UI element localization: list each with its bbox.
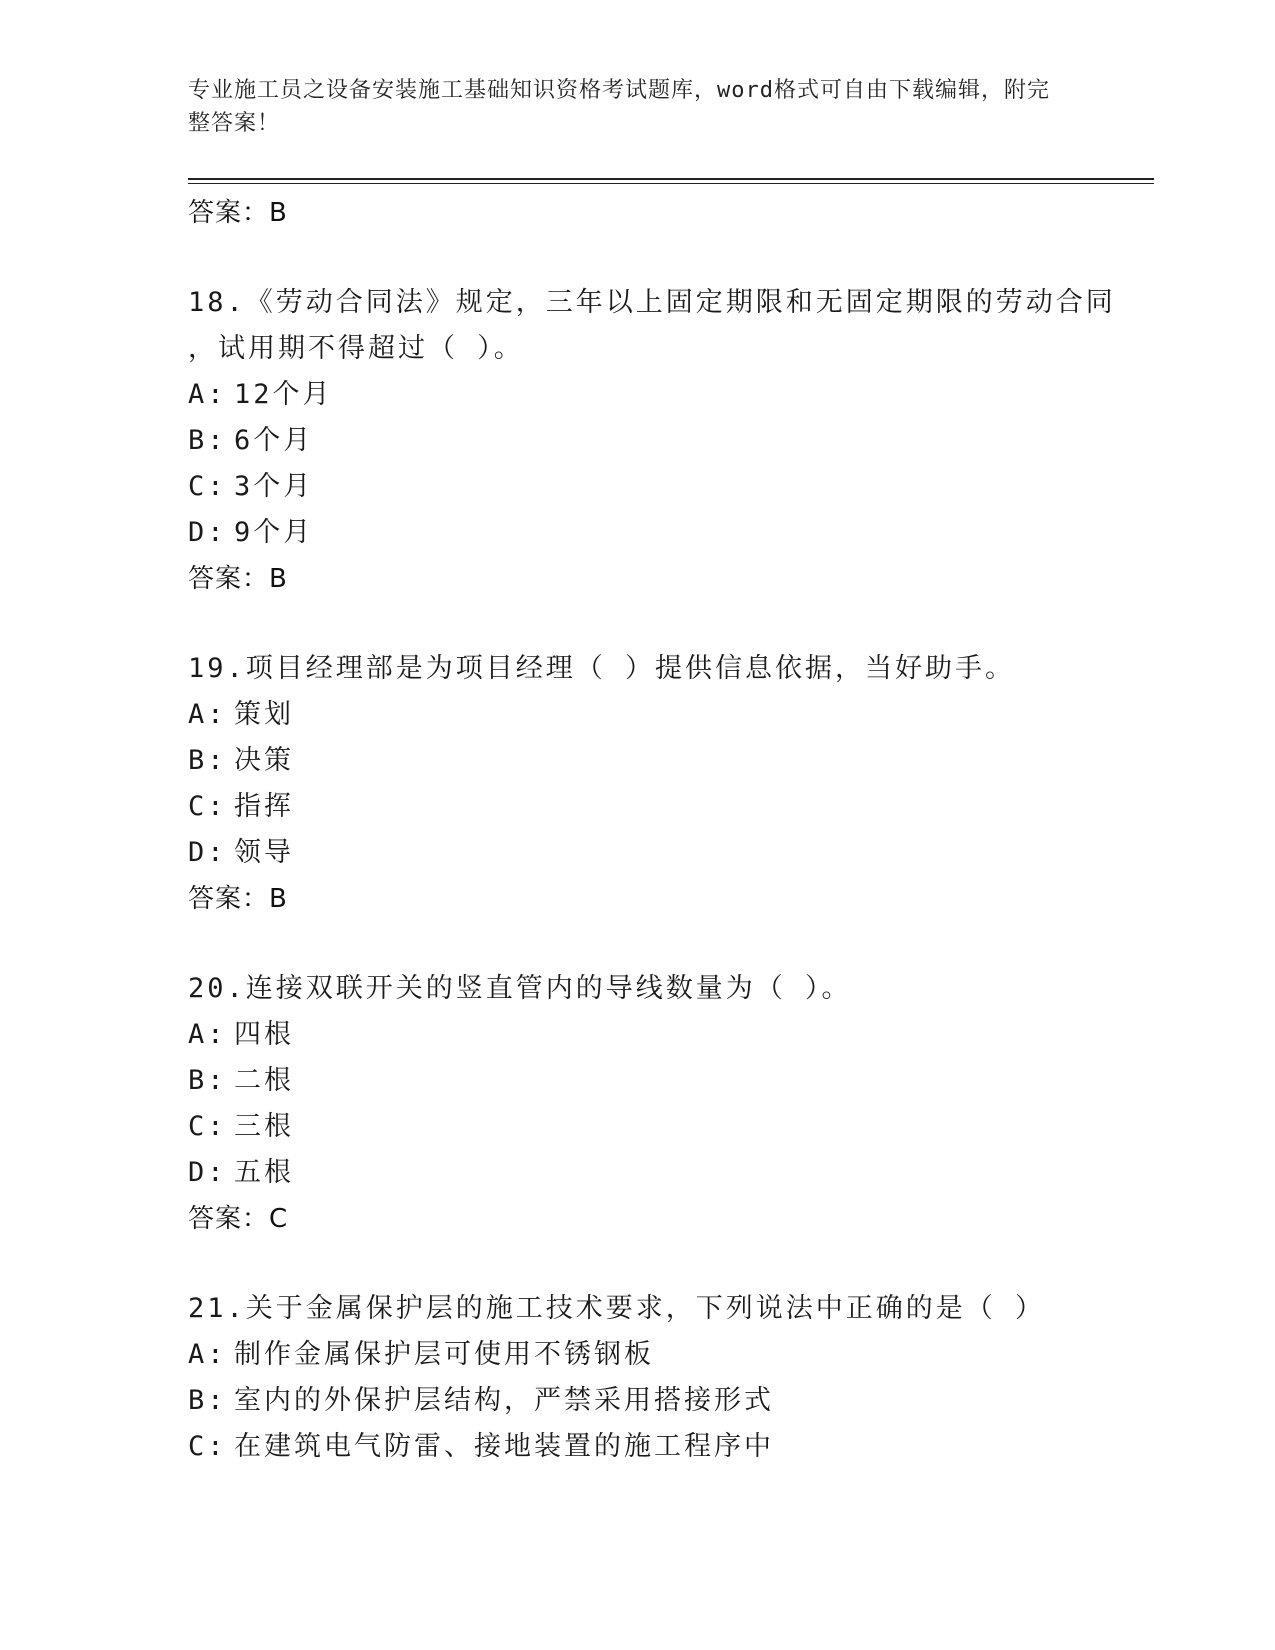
question-20 bbox=[188, 966, 1154, 1242]
option-d bbox=[188, 510, 1154, 556]
option-letter: D: bbox=[188, 837, 227, 868]
option-letter: A: bbox=[188, 699, 227, 730]
option-text: 领导 bbox=[234, 837, 294, 868]
option-letter: A: bbox=[188, 1019, 227, 1050]
option-text: 三根 bbox=[234, 1111, 294, 1142]
option-letter: D: bbox=[188, 517, 227, 548]
page-header: 专业施工员之设备安装施工基础知识资格考试题库，word格式可自由下载编辑，附完整答案！ bbox=[188, 78, 1050, 136]
option-a bbox=[188, 692, 1154, 738]
option-text: 9个月 bbox=[234, 517, 314, 548]
option-d bbox=[188, 1150, 1154, 1196]
option-b bbox=[188, 418, 1154, 464]
question-text-continued: ，试用期不得超过（ ）。 bbox=[188, 333, 524, 364]
option-letter: B: bbox=[188, 1385, 227, 1416]
option-text: 12个月 bbox=[234, 379, 333, 410]
option-letter: D: bbox=[188, 1157, 227, 1188]
option-a bbox=[188, 1332, 1154, 1378]
option-letter: B: bbox=[188, 745, 227, 776]
option-b bbox=[188, 1058, 1154, 1104]
header-rule bbox=[188, 178, 1154, 180]
option-letter: C: bbox=[188, 471, 227, 502]
option-text: 策划 bbox=[234, 699, 294, 730]
question-text: 21.关于金属保护层的施工技术要求，下列说法中正确的是（ ） bbox=[188, 1293, 1046, 1324]
option-b bbox=[188, 738, 1154, 784]
document-body bbox=[188, 190, 1154, 1470]
option-a bbox=[188, 1012, 1154, 1058]
option-letter: A: bbox=[188, 1339, 227, 1370]
option-c bbox=[188, 464, 1154, 510]
option-letter: C: bbox=[188, 1111, 227, 1142]
question-text: 18.《劳动合同法》规定，三年以上固定期限和无固定期限的劳动合同 bbox=[188, 287, 1116, 318]
option-letter: B: bbox=[188, 425, 227, 456]
option-text: 3个月 bbox=[234, 471, 314, 502]
option-c bbox=[188, 1424, 1154, 1470]
option-text: 四根 bbox=[234, 1019, 294, 1050]
option-letter: C: bbox=[188, 791, 227, 822]
option-a bbox=[188, 372, 1154, 418]
answer-line: 答案：C bbox=[188, 1204, 289, 1234]
option-text: 五根 bbox=[234, 1157, 294, 1188]
option-c bbox=[188, 784, 1154, 830]
option-text: 6个月 bbox=[234, 425, 314, 456]
option-letter: A: bbox=[188, 379, 227, 410]
question-21 bbox=[188, 1286, 1154, 1470]
answer-line: 答案：B bbox=[188, 564, 288, 594]
option-text: 指挥 bbox=[234, 791, 294, 822]
option-b bbox=[188, 1378, 1154, 1424]
answer-line: 答案：B bbox=[188, 198, 288, 228]
answer-line: 答案：B bbox=[188, 884, 288, 914]
option-text: 决策 bbox=[234, 745, 294, 776]
question-text: 19.项目经理部是为项目经理（ ）提供信息依据，当好助手。 bbox=[188, 653, 1016, 684]
question-text: 20.连接双联开关的竖直管内的导线数量为（ ）。 bbox=[188, 973, 852, 1004]
question-18 bbox=[188, 280, 1154, 602]
option-letter: B: bbox=[188, 1065, 227, 1096]
option-text: 在建筑电气防雷、接地装置的施工程序中 bbox=[234, 1431, 774, 1462]
option-c bbox=[188, 1104, 1154, 1150]
option-d bbox=[188, 830, 1154, 876]
option-text: 室内的外保护层结构，严禁采用搭接形式 bbox=[234, 1385, 774, 1416]
option-text: 二根 bbox=[234, 1065, 294, 1096]
header-rule-thin bbox=[188, 183, 1154, 184]
option-text: 制作金属保护层可使用不锈钢板 bbox=[234, 1339, 654, 1370]
question-19 bbox=[188, 646, 1154, 922]
option-letter: C: bbox=[188, 1431, 227, 1462]
